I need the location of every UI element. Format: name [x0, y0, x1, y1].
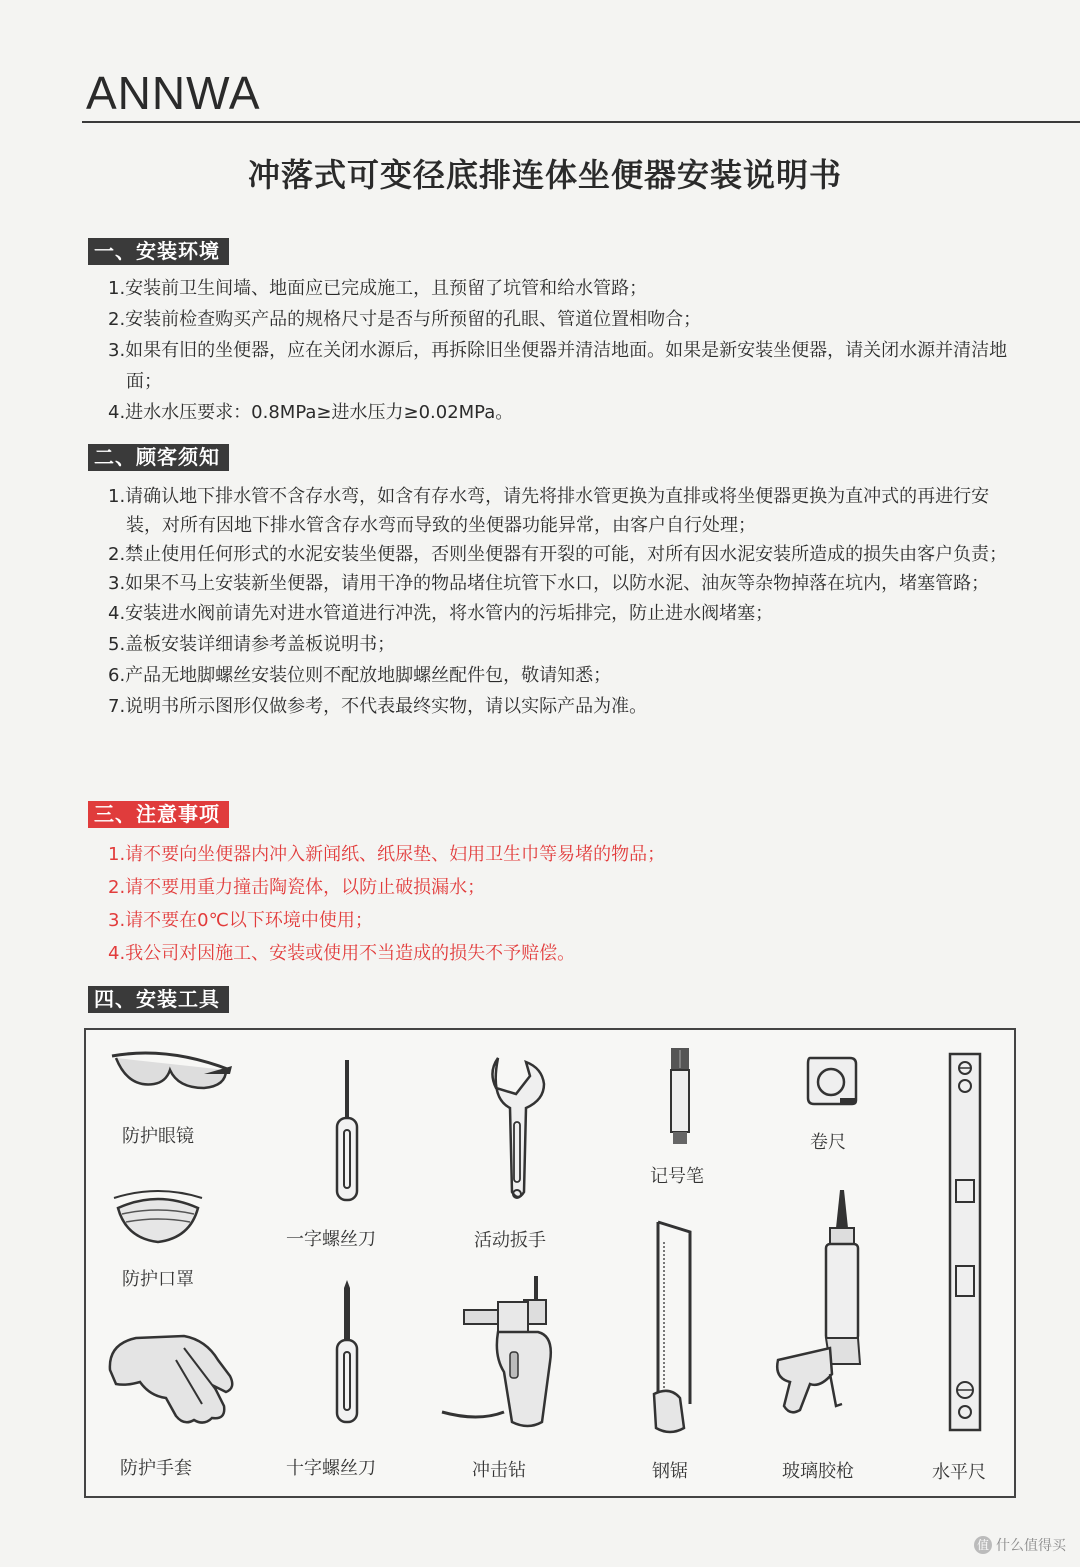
list-item: 7.说明书所示图形仅做参考，不代表最终实物，请以实际产品为准。 [108, 696, 648, 717]
cross-screwdriver-icon [332, 1280, 362, 1426]
hacksaw-label: 钢锯 [652, 1461, 688, 1482]
marker-label: 记号笔 [650, 1166, 704, 1187]
tape-measure-label: 卷尺 [810, 1132, 846, 1153]
section-heading-environment: 一、安装环境 [88, 238, 229, 265]
watermark-text: 什么值得买 [996, 1538, 1066, 1554]
cross-screwdriver-label: 十字螺丝刀 [286, 1458, 376, 1479]
list-item: 3.如果有旧的坐便器，应在关闭水源后，再拆除旧坐便器并清洁地面。如果是新安装坐便器，请关闭水源并清洁地面； [108, 340, 1008, 392]
list-item: 3.如果不马上安装新坐便器，请用干净的物品堵住坑管下水口，以防水泥、油灰等杂物掉落在坑内，堵塞管路； [108, 573, 990, 594]
list-item: 1.请不要向坐便器内冲入新闻纸、纸尿垫、妇用卫生巾等易堵的物品； [108, 844, 666, 865]
watermark-icon: 值 [974, 1536, 992, 1554]
section-items-environment [108, 273, 1008, 428]
drill-icon [438, 1272, 578, 1432]
caulk-gun-label: 玻璃胶枪 [782, 1461, 854, 1482]
list-item: 5.盖板安装详细请参考盖板说明书； [108, 634, 396, 655]
marker-icon [668, 1046, 692, 1148]
list-item: 4.安装进水阀前请先对进水管道进行冲洗，将水管内的污垢排完，防止进水阀堵塞； [108, 603, 774, 624]
list-item: 2.禁止使用任何形式的水泥安装坐便器，否则坐便器有开裂的可能，对所有因水泥安装所造成的损失由客户负责； [108, 544, 1008, 565]
section-items-customer-notice [108, 482, 1008, 722]
tape-measure-icon [804, 1052, 860, 1108]
list-item: 6.产品无地脚螺丝安装位则不配放地脚螺丝配件包，敬请知悉； [108, 665, 612, 686]
mask-icon [108, 1188, 208, 1248]
drill-label: 冲击钻 [472, 1460, 526, 1481]
goggles-label: 防护眼镜 [122, 1126, 194, 1147]
flat-screwdriver-label: 一字螺丝刀 [286, 1229, 376, 1250]
list-item: 1.请确认地下排水管不含存水弯，如含有存水弯，请先将排水管更换为直排或将坐便器更换为直冲式的再进行安装，对所有因地下排水管含存水弯而导致的坐便器功能异常，由客户自行处理； [108, 486, 990, 536]
hacksaw-icon [650, 1218, 698, 1436]
wrench-icon [486, 1052, 552, 1206]
section-heading-precautions: 三、注意事项 [88, 801, 229, 828]
spirit-level-icon [946, 1052, 984, 1434]
caulk-gun-icon [770, 1188, 870, 1428]
document-title: 冲落式可变径底排连体坐便器安装说明书 [247, 156, 842, 194]
section-items-precautions [108, 838, 1008, 970]
gloves-label: 防护手套 [120, 1458, 192, 1479]
section-heading-customer-notice: 二、顾客须知 [88, 444, 229, 471]
spirit-level-label: 水平尺 [932, 1462, 986, 1483]
list-item: 4.我公司对因施工、安装或使用不当造成的损失不予赔偿。 [108, 943, 576, 964]
goggles-icon [108, 1048, 234, 1108]
watermark [974, 1535, 1066, 1555]
header-rule [82, 121, 1080, 123]
brand-logo: ANNWA [86, 67, 261, 119]
flat-screwdriver-icon [332, 1058, 362, 1204]
list-item: 4.进水水压要求：0.8MPa≥进水压力≥0.02MPa。 [108, 402, 514, 423]
list-item: 2.安装前检查购买产品的规格尺寸是否与所预留的孔眼、管道位置相吻合； [108, 309, 702, 330]
list-item: 3.请不要在0℃以下环境中使用； [108, 910, 373, 931]
section-heading-tools: 四、安装工具 [88, 986, 229, 1013]
mask-label: 防护口罩 [122, 1269, 194, 1290]
tools-panel [84, 1028, 1016, 1498]
list-item: 2.请不要用重力撞击陶瓷体，以防止破损漏水； [108, 877, 486, 898]
wrench-label: 活动扳手 [474, 1230, 546, 1251]
gloves-icon [106, 1330, 238, 1430]
list-item: 1.安装前卫生间墙、地面应已完成施工，且预留了坑管和给水管路； [108, 278, 648, 299]
